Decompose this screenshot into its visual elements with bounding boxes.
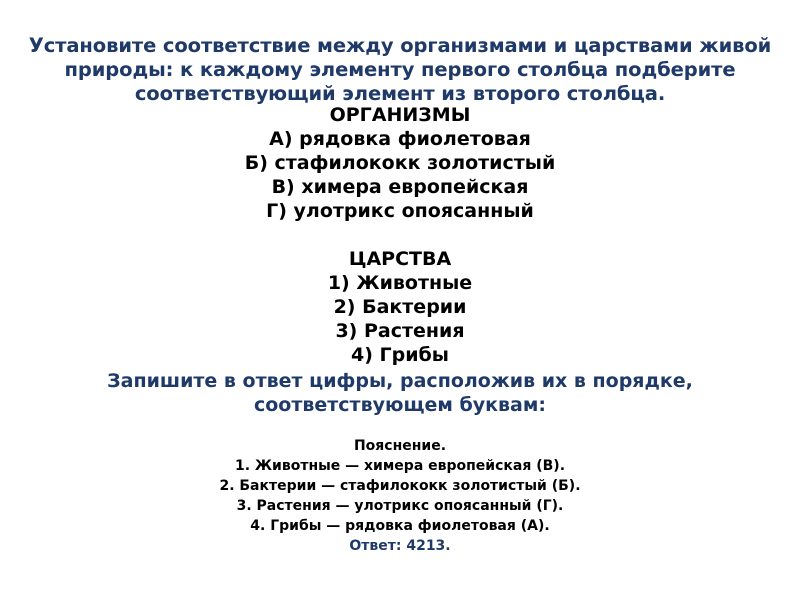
- task-statement: [0, 34, 800, 106]
- answer-text: Ответ: 4213.: [349, 538, 451, 554]
- explanation-heading: Пояснение.: [353, 438, 447, 454]
- organism-item-a: А) рядовка фиолетовая: [269, 128, 531, 150]
- explanation-block: [0, 436, 800, 556]
- task-line: природы: к каждому элементу первого столбца подберите: [64, 58, 736, 81]
- explanation-item: 2. Бактерии — стафилококк золотистый (Б).: [219, 478, 581, 494]
- organisms-list: [0, 103, 800, 223]
- organism-item-v: В) химера европейская: [271, 176, 529, 198]
- answer-instruction: [0, 369, 800, 417]
- kingdom-item-4: 4) Грибы: [351, 344, 449, 366]
- explanation-item: 1. Животные — химера европейская (В).: [234, 458, 566, 474]
- task-line: Установите соответствие между организмами и царствами живой: [28, 34, 772, 57]
- kingdom-item-1: 1) Животные: [327, 272, 473, 294]
- explanation-item: 4. Грибы — рядовка фиолетовая (А).: [250, 518, 550, 534]
- organism-item-b: Б) стафилококк золотистый: [244, 152, 556, 174]
- task-line: соответствующий элемент из второго столбца.: [134, 82, 666, 105]
- organism-item-g: Г) улотрикс опоясанный: [266, 200, 534, 222]
- kingdom-item-2: 2) Бактерии: [333, 296, 467, 318]
- explanation-item: 3. Растения — улотрикс опоясанный (Г).: [236, 498, 564, 514]
- kingdoms-list: [0, 247, 800, 367]
- kingdoms-heading: ЦАРСТВА: [348, 248, 452, 270]
- instruction-line: Запишите в ответ цифры, расположив их в порядке,: [107, 370, 693, 392]
- organisms-heading: ОРГАНИЗМЫ: [329, 104, 471, 126]
- kingdom-item-3: 3) Растения: [335, 320, 465, 342]
- instruction-line: соответствующем буквам:: [253, 394, 546, 416]
